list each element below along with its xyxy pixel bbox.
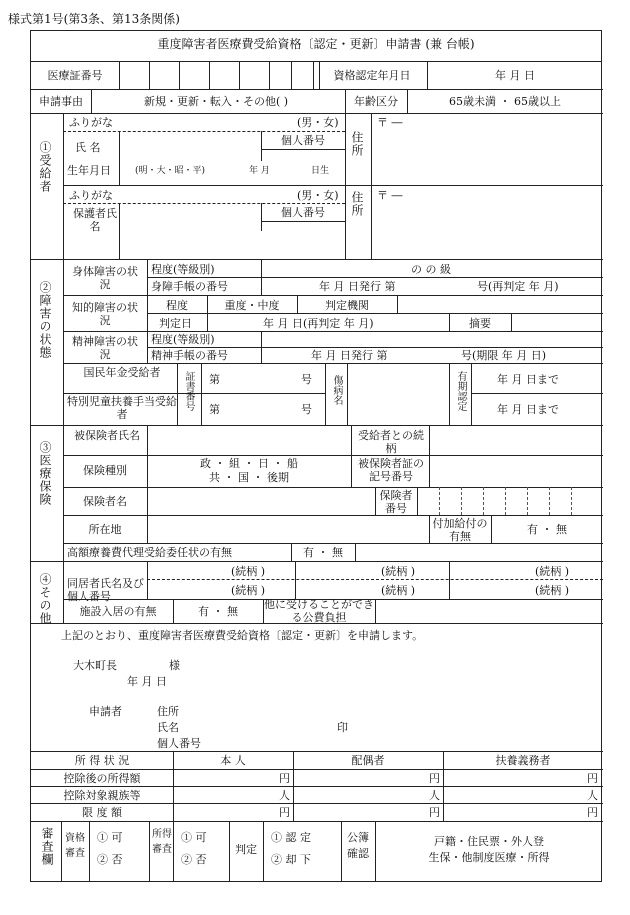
- dob-label: 生年月日: [67, 164, 111, 177]
- child-allow-label: 特別児童扶養手当受給者: [67, 395, 177, 421]
- age-options[interactable]: 65歳未満 ・ 65歳以上: [449, 95, 561, 108]
- dob-day: 日生: [311, 166, 330, 176]
- guardian-personal-no-label: 個人番号: [281, 206, 325, 219]
- ins-type-label: 保険種別: [83, 464, 127, 477]
- extra-value[interactable]: 有 ・ 無: [527, 523, 567, 536]
- public-burden-label: 他に受けることができる公費負担: [264, 598, 374, 624]
- income-unit-2a: 人: [279, 789, 290, 802]
- cohab-rel-1[interactable]: (続柄 ): [231, 565, 266, 578]
- insurance-section: ③医療保険: [38, 441, 52, 506]
- dob-ym: 年 月: [249, 166, 270, 176]
- pension-go: 号: [301, 373, 312, 386]
- applicant-name-label: 氏名: [157, 721, 179, 734]
- income-unit-1a: 円: [279, 772, 290, 785]
- recipient-section: ①受給者: [38, 141, 52, 193]
- cohab-rel-2[interactable]: (続柄 ): [381, 565, 416, 578]
- guardian-label: 保護者氏名: [73, 207, 117, 233]
- applicant-label: 申請者: [89, 705, 122, 718]
- judge-date-value[interactable]: 年 月 日(再判定 年 月): [263, 317, 374, 330]
- disability-section: ②障害の状態: [38, 281, 52, 359]
- mental-book-label: 精神手帳の番号: [151, 349, 228, 362]
- reason-label: 申請事由: [39, 95, 83, 108]
- form-number: 様式第1号(第3条、第13条関係): [8, 12, 180, 26]
- mental-book-date[interactable]: 年 月 日発行 第: [311, 349, 388, 362]
- qual-review-label: 資格審査: [65, 833, 85, 859]
- other-section: ④その他: [38, 573, 52, 625]
- ins-type-opts-1[interactable]: 政 ・ 組 ・ 日 ・ 船: [200, 457, 298, 470]
- remarks-label: 摘要: [469, 317, 491, 330]
- application-form: [30, 30, 602, 882]
- facility-label: 施設入居の有無: [79, 605, 157, 618]
- income-unit-1b: 円: [429, 772, 440, 785]
- intel-degree-label: 程度: [166, 299, 188, 312]
- mental-degree-label: 程度(等級別): [151, 333, 215, 346]
- insurer-label: 保険者名: [83, 495, 127, 508]
- income-ok[interactable]: ① 可: [181, 831, 207, 844]
- disease-label: 傷病名: [331, 375, 342, 405]
- income-dependent: 扶養義務者: [495, 754, 551, 767]
- income-self: 本 人: [220, 754, 246, 767]
- income-spouse: 配偶者: [351, 754, 385, 767]
- income-unit-3a: 円: [279, 806, 290, 819]
- period-until-2[interactable]: 年 月 日まで: [497, 403, 559, 416]
- form-title: 重度障害者医療費受給資格〔認定・更新〕申請書 (兼 台帳): [157, 37, 475, 51]
- relation-label: 受給者との続柄: [358, 429, 424, 455]
- income-unit-2b: 人: [429, 789, 440, 802]
- income-unit-2c: 人: [587, 789, 598, 802]
- qual-date-label: 資格認定年月日: [333, 69, 411, 82]
- decl-date[interactable]: 年 月 日: [127, 675, 167, 688]
- cohab-label: 同居者氏名及び個人番号: [67, 577, 144, 603]
- income-row-3: 限 度 額: [82, 806, 122, 819]
- med-cert-no-label: 医療証番号: [47, 69, 103, 82]
- recipient-postal[interactable]: 〒 ―: [377, 116, 403, 129]
- child-dai: 第: [209, 403, 220, 416]
- facility-value[interactable]: 有 ・ 無: [198, 605, 238, 618]
- judge-org-label: 判定機関: [325, 299, 369, 312]
- guardian-gender[interactable]: (男・女): [297, 189, 339, 202]
- cohab-rel-4[interactable]: (続柄 ): [231, 584, 266, 597]
- child-go: 号: [301, 403, 312, 416]
- age-label: 年齢区分: [354, 95, 398, 108]
- qual-date-value[interactable]: 年 月 日: [495, 69, 535, 82]
- qual-ok[interactable]: ① 可: [97, 831, 123, 844]
- guardian-postal[interactable]: 〒 ―: [377, 189, 403, 202]
- qual-ng[interactable]: ② 否: [97, 853, 123, 866]
- ins-type-opts-2[interactable]: 共 ・ 国 ・ 後期: [209, 471, 289, 484]
- high-cost-value[interactable]: 有 ・ 無: [303, 546, 343, 559]
- mental-label: 精神障害の状況: [72, 335, 138, 361]
- recipient-address-label: 住所: [350, 131, 364, 157]
- applicant-address-label: 住所: [157, 705, 179, 718]
- cert-sym-label: 被保険者証の記号番号: [358, 457, 424, 483]
- docs-1: 戸籍・住民票・外人登: [434, 835, 544, 848]
- income-unit-3c: 円: [587, 806, 598, 819]
- name-label: 氏 名: [75, 141, 101, 154]
- insurer-no-label: 保険者番号: [379, 489, 413, 515]
- income-row-1: 控除後の所得額: [63, 772, 141, 785]
- docs-2: 生保・他制度医療・所得: [428, 851, 550, 864]
- pension-label: 国民年金受給者: [83, 366, 161, 379]
- guardian-address-label: 住所: [350, 191, 364, 217]
- applicant-personal-no-label: 個人番号: [157, 737, 201, 750]
- cert-no-label: 証書番号: [183, 371, 194, 411]
- high-cost-label: 高額療養費代理受給委任状の有無: [67, 546, 232, 559]
- income-ng[interactable]: ② 否: [181, 853, 207, 866]
- gender-options[interactable]: (男・女): [297, 116, 339, 129]
- intel-label: 知的障害の状況: [72, 301, 138, 327]
- sama-label: 様: [169, 659, 180, 672]
- judge-label: 判定: [235, 843, 257, 856]
- income-row-2: 控除対象親族等: [63, 789, 141, 802]
- period-until-1[interactable]: 年 月 日まで: [497, 373, 559, 386]
- phys-book-date[interactable]: 年 月 日発行 第: [319, 280, 396, 293]
- approve[interactable]: ① 認 定: [271, 831, 311, 844]
- mayor-label: 大木町長: [73, 659, 117, 672]
- income-unit-1c: 円: [587, 772, 598, 785]
- pension-dai: 第: [209, 373, 220, 386]
- extra-label: 付加給付の有無: [432, 517, 488, 543]
- phys-grade[interactable]: の の 級: [411, 263, 451, 276]
- phys-label: 身体障害の状況: [72, 265, 138, 291]
- mental-book-limit[interactable]: 号(期限 年 月 日): [461, 349, 547, 362]
- reason-options[interactable]: 新規・更新・転入・その他( ): [143, 95, 289, 108]
- seal-label: 印: [337, 721, 348, 734]
- reject[interactable]: ② 却 下: [271, 853, 311, 866]
- cohab-rel-3[interactable]: (続柄 ): [535, 565, 570, 578]
- dob-era[interactable]: (明・大・昭・平): [135, 166, 206, 176]
- declaration-text: 上記のとおり、重度障害者医療費受給資格〔認定・更新〕を申請します。: [61, 629, 424, 642]
- income-unit-3b: 円: [429, 806, 440, 819]
- insured-name-label: 被保険者氏名: [74, 429, 140, 442]
- judge-date-label: 判定日: [159, 317, 192, 330]
- period-label: 有期認定: [455, 371, 466, 411]
- personal-no-label: 個人番号: [281, 134, 325, 147]
- phys-book-re[interactable]: 号(再判定 年 月): [477, 280, 559, 293]
- income-header: 所 得 状 況: [74, 754, 130, 767]
- pub-label: 公簿確認: [347, 831, 369, 860]
- income-review-label: 所得審査: [152, 829, 172, 855]
- cohab-rel-6[interactable]: (続柄 ): [535, 584, 570, 597]
- phys-degree-label: 程度(等級別): [151, 263, 215, 276]
- phys-book-label: 身障手帳の番号: [151, 280, 228, 293]
- cohab-rel-5[interactable]: (続柄 ): [381, 584, 416, 597]
- furigana-label: ふりがな: [69, 116, 113, 129]
- guardian-furigana-label: ふりがな: [69, 189, 113, 202]
- review-section: 審査欄: [40, 827, 54, 866]
- intel-level[interactable]: 重度・中度: [224, 299, 280, 312]
- ins-address-label: 所在地: [88, 523, 122, 536]
